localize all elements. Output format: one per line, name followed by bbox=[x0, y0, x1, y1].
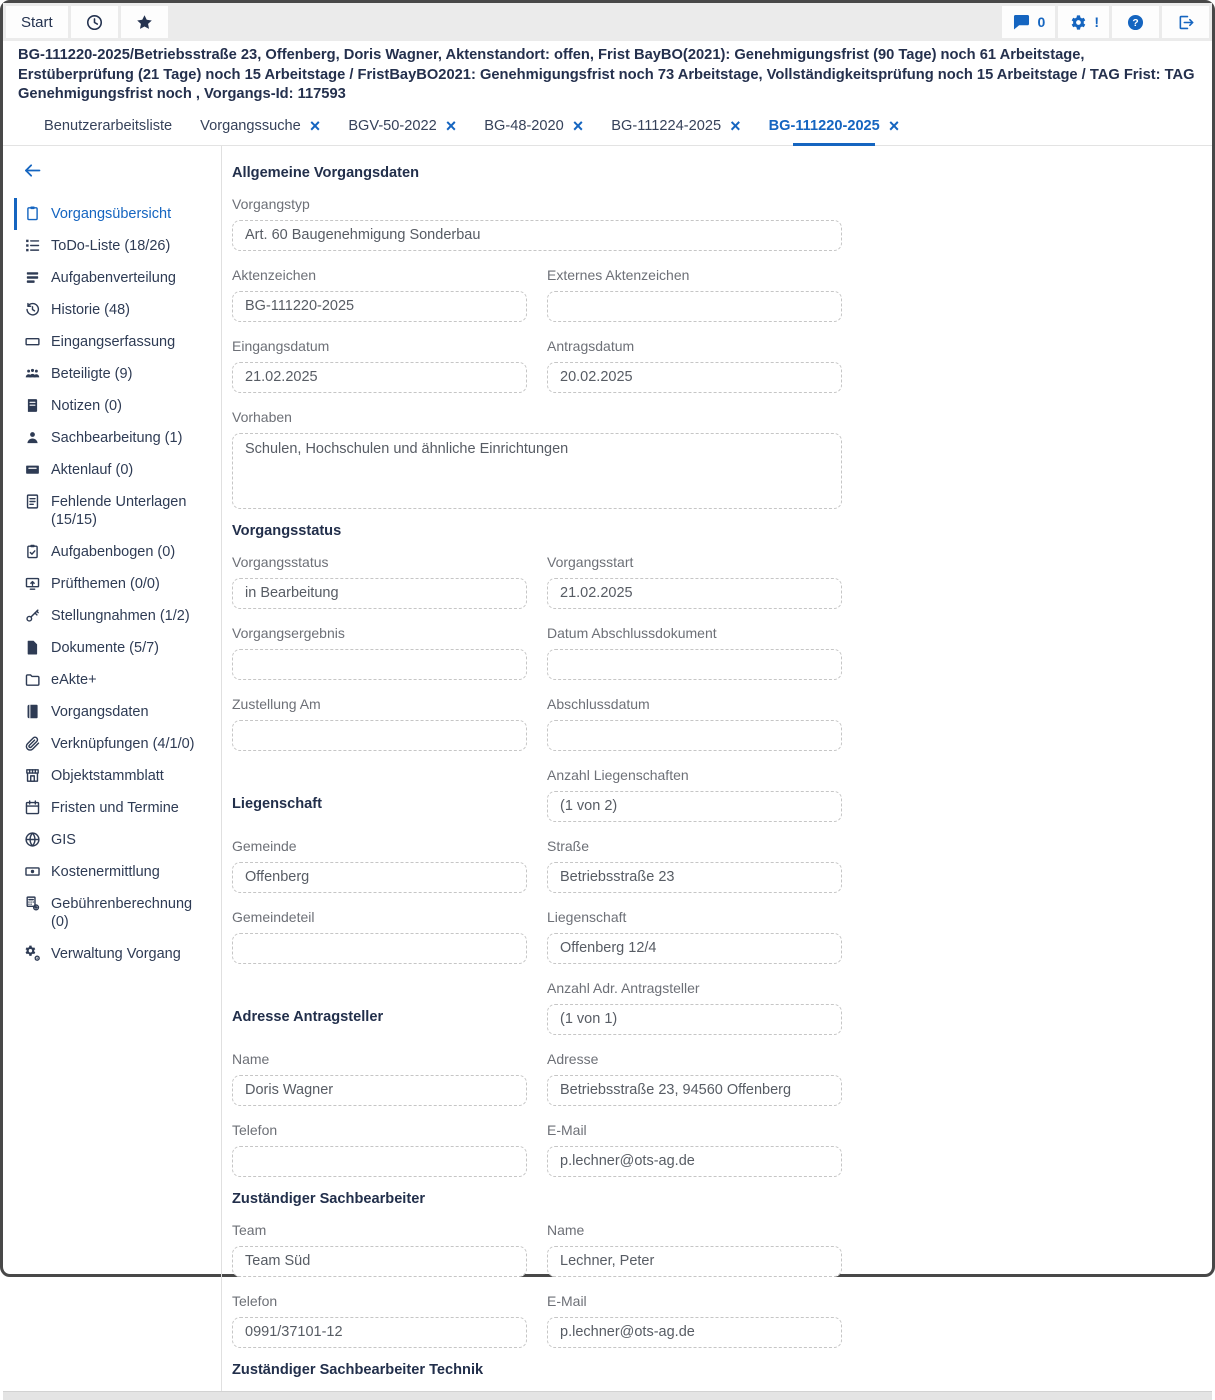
form-field bbox=[232, 1120, 527, 1177]
field-label-anzahl-adr-antragsteller: Anzahl Adr. Antragsteller bbox=[547, 979, 700, 996]
sidebar-item-gebührenberechnung-0[interactable] bbox=[14, 888, 217, 938]
sidebar bbox=[3, 146, 222, 1391]
sidebar-item-label: Vorgangsübersicht bbox=[51, 205, 172, 222]
calculator-icon bbox=[24, 895, 41, 912]
clipboard-icon bbox=[24, 205, 41, 222]
person-icon bbox=[24, 429, 41, 446]
form-row bbox=[232, 194, 842, 251]
form-field bbox=[232, 552, 527, 609]
chat-icon bbox=[1012, 13, 1031, 32]
close-tab-icon[interactable]: × bbox=[309, 116, 321, 136]
field-e-mail[interactable]: p.lechner@ots-ag.de bbox=[547, 1146, 842, 1177]
sidebar-item-fristen-und-termine[interactable] bbox=[14, 792, 217, 824]
field-label-zustellung-am: Zustellung Am bbox=[232, 695, 321, 712]
start-tab[interactable]: Start bbox=[6, 6, 68, 38]
field-label-name: Name bbox=[232, 1050, 270, 1067]
sidebar-item-label: Aufgabenbogen (0) bbox=[51, 543, 176, 560]
sidebar-item-label: Verknüpfungen (4/1/0) bbox=[51, 735, 195, 752]
field-externes-aktenzeichen[interactable] bbox=[547, 291, 842, 322]
field-label-eingangsdatum: Eingangsdatum bbox=[232, 337, 330, 354]
form-row bbox=[232, 1049, 842, 1106]
document-icon bbox=[24, 639, 41, 656]
history-icon bbox=[24, 301, 41, 318]
field-label-name: Name bbox=[547, 1221, 585, 1238]
field-straße[interactable]: Betriebsstraße 23 bbox=[547, 862, 842, 893]
form-field bbox=[232, 836, 527, 893]
field-label-e-mail: E-Mail bbox=[547, 1121, 587, 1138]
sidebar-item-sachbearbeitung-1[interactable] bbox=[14, 422, 217, 454]
sidebar-menu bbox=[14, 198, 217, 970]
sidebar-item-beteiligte-9[interactable] bbox=[14, 358, 217, 390]
inbox-icon bbox=[24, 333, 41, 350]
settings-button[interactable] bbox=[1058, 6, 1109, 38]
field-name[interactable]: Doris Wagner bbox=[232, 1075, 527, 1106]
sidebar-item-label: Beteiligte (9) bbox=[51, 365, 133, 382]
sidebar-item-objektstammblatt[interactable] bbox=[14, 760, 217, 792]
tab-bgv-50-2022[interactable] bbox=[334, 108, 470, 145]
svg-text:?: ? bbox=[1132, 17, 1139, 29]
tab-label: Vorgangssuche bbox=[200, 118, 301, 134]
form-field bbox=[547, 265, 842, 322]
tab-label: BGV-50-2022 bbox=[348, 118, 437, 134]
form-row bbox=[232, 552, 842, 609]
field-liegenschaft[interactable]: Offenberg 12/4 bbox=[547, 933, 842, 964]
sidebar-item-label: Aktenlauf (0) bbox=[51, 461, 134, 478]
tab-bg-111220-2025[interactable] bbox=[755, 108, 914, 145]
notifications-button-badge: 0 bbox=[1037, 14, 1046, 30]
logout-icon bbox=[1176, 13, 1195, 32]
case-form bbox=[232, 165, 842, 1379]
close-tab-icon[interactable]: × bbox=[445, 116, 457, 136]
help-button[interactable] bbox=[1112, 6, 1159, 38]
form-row bbox=[232, 836, 842, 893]
form-field bbox=[547, 1220, 842, 1277]
form-field bbox=[547, 978, 842, 1035]
form-field bbox=[232, 194, 842, 251]
tab-label: BG-48-2020 bbox=[484, 118, 564, 134]
sidebar-item-aktenlauf-0[interactable] bbox=[14, 454, 217, 486]
tab-bg-111224-2025[interactable] bbox=[597, 108, 754, 145]
field-label-liegenschaft: Liegenschaft bbox=[547, 908, 627, 925]
sidebar-item-label: Objektstammblatt bbox=[51, 767, 164, 784]
form-field bbox=[547, 623, 842, 680]
section-header-zuständiger-sachbearbeiter: Zuständiger Sachbearbeiter bbox=[232, 1190, 426, 1207]
help-icon bbox=[1126, 13, 1145, 32]
form-row bbox=[232, 978, 842, 1035]
form-field bbox=[547, 336, 842, 393]
tab-benutzerarbeitsliste[interactable] bbox=[30, 108, 186, 145]
field-label-vorgangstyp: Vorgangstyp bbox=[232, 195, 310, 212]
field-label-gemeinde: Gemeinde bbox=[232, 837, 297, 854]
sidebar-item-label: Fehlende Unterlagen (15/15) bbox=[51, 493, 187, 528]
tab-vorgangssuche[interactable] bbox=[186, 108, 334, 145]
sidebar-item-gis[interactable] bbox=[14, 824, 217, 856]
main-panel bbox=[222, 146, 1212, 1391]
stack-icon bbox=[24, 269, 41, 286]
field-e-mail[interactable]: p.lechner@ots-ag.de bbox=[547, 1317, 842, 1348]
star-icon bbox=[135, 13, 154, 32]
sidebar-item-label: Eingangserfassung bbox=[51, 333, 176, 350]
close-tab-icon[interactable]: × bbox=[572, 116, 584, 136]
field-label-straße: Straße bbox=[547, 837, 590, 854]
globe-icon bbox=[24, 831, 41, 848]
form-field bbox=[547, 765, 842, 822]
form-row bbox=[232, 265, 842, 322]
form-row bbox=[232, 336, 842, 393]
field-zustellung-am[interactable] bbox=[232, 720, 527, 751]
field-label-gemeindeteil: Gemeindeteil bbox=[232, 908, 315, 925]
sidebar-item-label: Notizen (0) bbox=[51, 397, 122, 414]
content-area bbox=[3, 146, 1212, 1391]
topbar-left-buttons bbox=[71, 6, 168, 38]
sidebar-item-label: GIS bbox=[51, 831, 76, 848]
calendar-icon bbox=[24, 799, 41, 816]
field-label-telefon: Telefon bbox=[232, 1121, 278, 1138]
sidebar-item-dokumente-5-7[interactable] bbox=[14, 632, 217, 664]
form-row bbox=[232, 1120, 842, 1177]
form-field bbox=[232, 623, 527, 680]
paperclip-icon bbox=[24, 735, 41, 752]
form-field bbox=[547, 694, 842, 751]
field-adresse[interactable]: Betriebsstraße 23, 94560 Offenberg bbox=[547, 1075, 842, 1106]
sidebar-item-label: Aufgabenverteilung bbox=[51, 269, 176, 286]
tray-icon bbox=[24, 461, 41, 478]
tab-bg-48-2020[interactable] bbox=[470, 108, 597, 145]
form-field bbox=[547, 1049, 842, 1106]
monitor-icon bbox=[24, 575, 41, 592]
tab-label: Benutzerarbeitsliste bbox=[44, 118, 173, 134]
section-header-zuständiger-sachbearbeiter-technik: Zuständiger Sachbearbeiter Technik bbox=[232, 1361, 484, 1378]
field-telefon[interactable]: 0991/37101-12 bbox=[232, 1317, 527, 1348]
logout-button[interactable] bbox=[1162, 6, 1209, 38]
field-gemeinde[interactable]: Offenberg bbox=[232, 862, 527, 893]
field-label-vorgangsstart: Vorgangsstart bbox=[547, 553, 634, 570]
form-field bbox=[232, 407, 842, 509]
sidebar-item-verwaltung-vorgang[interactable] bbox=[14, 938, 217, 970]
field-abschlussdatum[interactable] bbox=[547, 720, 842, 751]
sidebar-item-prüfthemen-0-0[interactable] bbox=[14, 568, 217, 600]
form-field bbox=[232, 1049, 527, 1106]
sidebar-item-historie-48[interactable] bbox=[14, 294, 217, 326]
tab-bar bbox=[3, 108, 1212, 146]
sidebar-item-label: Kostenermittlung bbox=[51, 863, 160, 880]
sidebar-collapse-button[interactable] bbox=[22, 160, 43, 184]
form-field bbox=[232, 694, 527, 751]
recents-button[interactable] bbox=[71, 6, 118, 38]
sidebar-item-stellungnahmen-1-2[interactable] bbox=[14, 600, 217, 632]
field-label-abschlussdatum: Abschlussdatum bbox=[547, 695, 650, 712]
form-field bbox=[547, 907, 842, 964]
form-field bbox=[547, 1291, 842, 1348]
form-field bbox=[232, 907, 527, 964]
field-label-aktenzeichen: Aktenzeichen bbox=[232, 266, 317, 283]
field-label-externes-aktenzeichen: Externes Aktenzeichen bbox=[547, 266, 690, 283]
field-label-team: Team bbox=[232, 1221, 267, 1238]
field-name[interactable]: Lechner, Peter bbox=[547, 1246, 842, 1277]
notifications-button[interactable] bbox=[1002, 6, 1056, 38]
topbar bbox=[3, 3, 1212, 41]
section-header-cell bbox=[232, 796, 527, 822]
sidebar-item-todo-liste-18-26[interactable] bbox=[14, 230, 217, 262]
field-label-vorhaben: Vorhaben bbox=[232, 408, 292, 425]
field-label-vorgangsergebnis: Vorgangsergebnis bbox=[232, 624, 345, 641]
section-header-vorgangsstatus: Vorgangsstatus bbox=[232, 522, 342, 539]
field-team[interactable]: Team Süd bbox=[232, 1246, 527, 1277]
form-field bbox=[232, 1220, 527, 1277]
settings-button-badge: ! bbox=[1094, 14, 1099, 30]
field-label-antragsdatum: Antragsdatum bbox=[547, 337, 635, 354]
storefront-icon bbox=[24, 767, 41, 784]
sidebar-item-label: Verwaltung Vorgang bbox=[51, 945, 181, 962]
form-row bbox=[232, 1291, 842, 1348]
sidebar-item-label: Stellungnahmen (1/2) bbox=[51, 607, 190, 624]
section-header-liegenschaft: Liegenschaft bbox=[232, 795, 323, 812]
form-field bbox=[547, 1120, 842, 1177]
field-antragsdatum[interactable]: 20.02.2025 bbox=[547, 362, 842, 393]
form-field bbox=[232, 1291, 527, 1348]
field-anzahl-liegenschaften[interactable]: (1 von 2) bbox=[547, 791, 842, 822]
sidebar-item-vorgangsübersicht[interactable] bbox=[14, 198, 217, 230]
people-icon bbox=[24, 365, 41, 382]
section-header-cell bbox=[232, 1009, 527, 1035]
form-field bbox=[232, 336, 527, 393]
field-label-telefon: Telefon bbox=[232, 1292, 278, 1309]
note-icon bbox=[24, 397, 41, 414]
form-field bbox=[232, 265, 527, 322]
gears-icon bbox=[24, 945, 41, 962]
sidebar-item-fehlende-unterlagen-15-15[interactable] bbox=[14, 486, 217, 536]
todo-list-icon bbox=[24, 237, 41, 254]
sidebar-item-label: eAkte+ bbox=[51, 671, 97, 688]
field-anzahl-adr-antragsteller[interactable]: (1 von 1) bbox=[547, 1004, 842, 1035]
topbar-spacer bbox=[171, 6, 999, 38]
sidebar-item-label: Dokumente (5/7) bbox=[51, 639, 159, 656]
clock-icon bbox=[85, 13, 104, 32]
form-row bbox=[232, 694, 842, 751]
sidebar-item-label: Vorgangsdaten bbox=[51, 703, 149, 720]
arrow-left-icon bbox=[22, 160, 43, 181]
sidebar-item-eingangserfassung[interactable] bbox=[14, 326, 217, 358]
topbar-right-buttons bbox=[1002, 6, 1209, 38]
form-row bbox=[232, 623, 842, 680]
sidebar-item-label: Gebührenberechnung (0) bbox=[51, 895, 193, 930]
field-vorgangsergebnis[interactable] bbox=[232, 649, 527, 680]
field-label-vorgangsstatus: Vorgangsstatus bbox=[232, 553, 329, 570]
form-row bbox=[232, 907, 842, 964]
tab-label: BG-111220-2025 bbox=[768, 118, 880, 134]
sidebar-item-notizen-0[interactable] bbox=[14, 390, 217, 422]
sidebar-item-vorgangsdaten[interactable] bbox=[14, 696, 217, 728]
section-header-allgemeine-vorgangsdaten: Allgemeine Vorgangsdaten bbox=[232, 164, 420, 181]
section-header-adresse-antragsteller: Adresse Antragsteller bbox=[232, 1008, 384, 1025]
sidebar-item-label: Fristen und Termine bbox=[51, 799, 179, 816]
key-icon bbox=[24, 607, 41, 624]
field-telefon[interactable] bbox=[232, 1146, 527, 1177]
form-row bbox=[232, 765, 842, 822]
tab-label: BG-111224-2025 bbox=[611, 118, 722, 134]
form-row bbox=[232, 407, 842, 509]
sidebar-item-eakte+[interactable] bbox=[14, 664, 217, 696]
field-vorgangsstart[interactable]: 21.02.2025 bbox=[547, 578, 842, 609]
form-field bbox=[547, 836, 842, 893]
doc-lines-icon bbox=[24, 493, 41, 510]
case-headline: BG-111220-2025/Betriebsstraße 23, Offenberg, Doris Wagner, Aktenstandort: offen, Frist BayBO(2021): Genehmigungsfrist (90 Tage) noch 61 Arbeitstage, Erstüberprüfung (21 Tage) noch 15 Arbeitstage / FristBayBO2021: Genehmigungsfrist noch 73 Arbeitstage, Vollständigkeitsprüfung noch 15 Arbeitstage / TAG Frist: TAG Genehmigungsfrist noch , Vorgangs-Id: 117593 bbox=[18, 47, 1195, 102]
sidebar-item-kostenermittlung[interactable] bbox=[14, 856, 217, 888]
gear-icon bbox=[1068, 13, 1087, 32]
banknote-icon bbox=[24, 863, 41, 880]
book-icon bbox=[24, 703, 41, 720]
sidebar-item-label: Historie (48) bbox=[51, 301, 130, 318]
close-tab-icon[interactable]: × bbox=[888, 116, 900, 136]
field-vorgangsstatus[interactable]: in Bearbeitung bbox=[232, 578, 527, 609]
sidebar-item-aufgabenverteilung[interactable] bbox=[14, 262, 217, 294]
bottom-scrollbar-track[interactable] bbox=[3, 1391, 1212, 1400]
sidebar-item-label: Sachbearbeitung (1) bbox=[51, 429, 183, 446]
field-label-adresse: Adresse bbox=[547, 1050, 599, 1067]
field-aktenzeichen[interactable]: BG-111220-2025 bbox=[232, 291, 527, 322]
folder-icon bbox=[24, 671, 41, 688]
form-row bbox=[232, 1220, 842, 1277]
field-eingangsdatum[interactable]: 21.02.2025 bbox=[232, 362, 527, 393]
field-label-anzahl-liegenschaften: Anzahl Liegenschaften bbox=[547, 766, 689, 783]
field-vorhaben[interactable]: Schulen, Hochschulen und ähnliche Einrichtungen bbox=[232, 433, 842, 509]
field-label-e-mail: E-Mail bbox=[547, 1292, 587, 1309]
sidebar-item-verknüpfungen-4-1-0[interactable] bbox=[14, 728, 217, 760]
field-label-datum-abschlussdokument: Datum Abschlussdokument bbox=[547, 624, 717, 641]
favorites-button[interactable] bbox=[121, 6, 168, 38]
close-tab-icon[interactable]: × bbox=[730, 116, 741, 136]
sidebar-item-aufgabenbogen-0[interactable] bbox=[14, 536, 217, 568]
sidebar-item-label: Prüfthemen (0/0) bbox=[51, 575, 160, 592]
field-vorgangstyp[interactable]: Art. 60 Baugenehmigung Sonderbau bbox=[232, 220, 842, 251]
field-datum-abschlussdokument[interactable] bbox=[547, 649, 842, 680]
field-gemeindeteil[interactable] bbox=[232, 933, 527, 964]
sidebar-item-label: ToDo-Liste (18/26) bbox=[51, 237, 171, 254]
form-field bbox=[547, 552, 842, 609]
clipboard-check-icon bbox=[24, 543, 41, 560]
